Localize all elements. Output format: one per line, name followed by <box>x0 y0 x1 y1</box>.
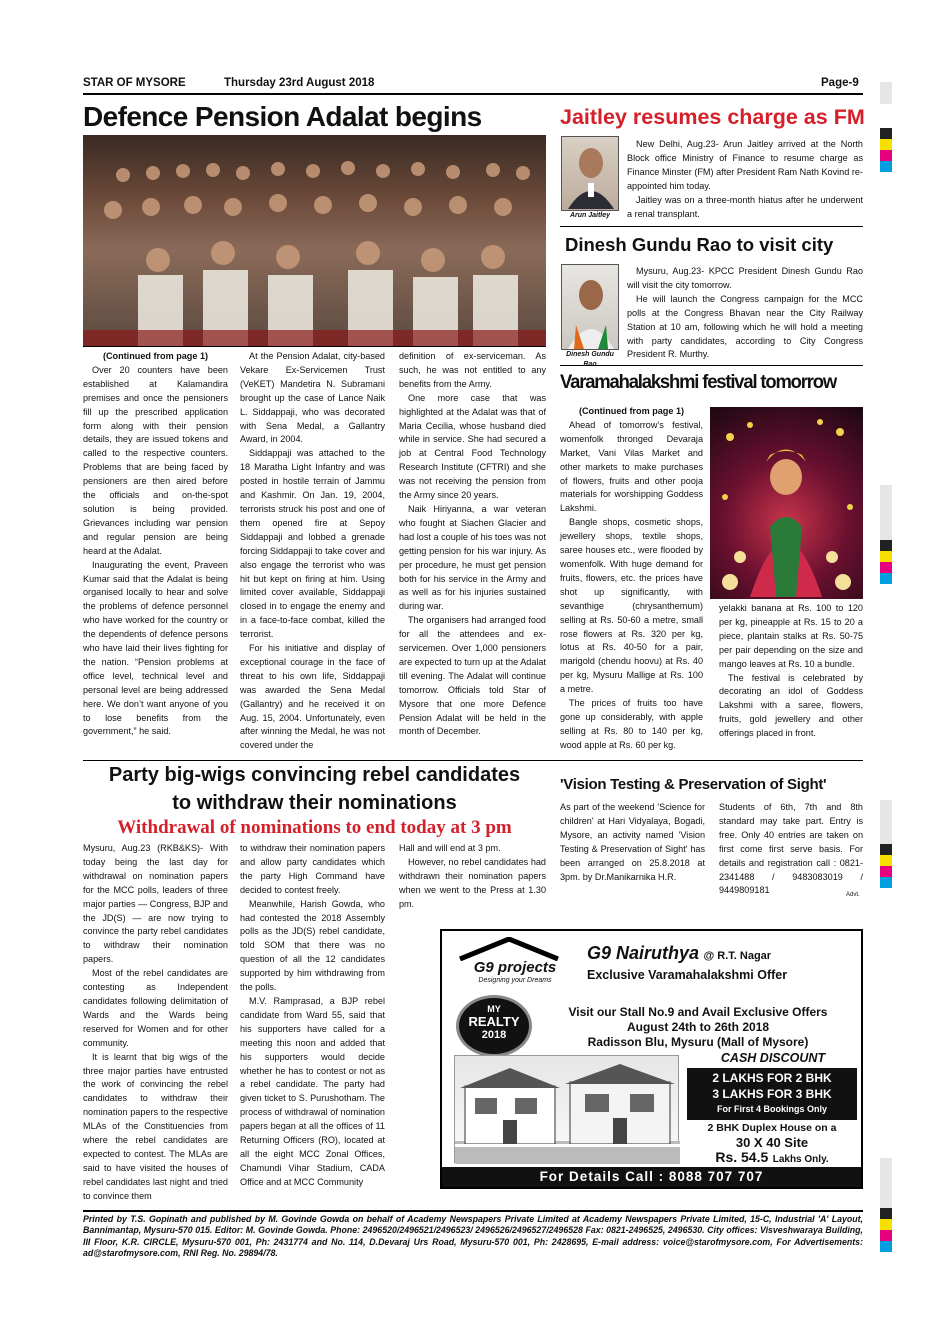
vision-column-2: Students of 6th, 7th and 8th standard may take part. Entry is free. Only 40 entries are taken on first come first serve basis. For details and registration call : 0821-2341488 / 9483083019 / 9449809181 <box>719 802 863 896</box>
g9-advertisement <box>440 929 863 1189</box>
duplex-price-box <box>687 1122 857 1164</box>
g9-dates-text: August 24th to 26th 2018 <box>626 1020 770 1034</box>
defence-column-2 <box>240 350 385 753</box>
my-realty-badge <box>456 995 532 1057</box>
varamahalakshmi-paragraph: Ahead of tomorrow’s festival, womenfolk thronged Devaraja Market, Vani Vilas Market and other markets to make purchases of flowers, fruits and other pooja materials for worshipping Goddess Lakshmi. <box>560 419 703 514</box>
portrait-illustration <box>562 265 619 349</box>
jaitley-headline: Jaitley resumes charge as FM <box>560 105 865 129</box>
varamahalakshmi-headline: Varamahalakshmi festival tomorrow <box>560 372 837 393</box>
defence-headline: Defence Pension Adalat begins <box>83 101 482 132</box>
g9-stall-text: Visit our Stall No.9 and Avail Exclusive Offers <box>568 1005 828 1019</box>
lakshmi-idol-photo <box>710 407 863 599</box>
masthead-page-number: Page-9 <box>821 77 859 89</box>
defence-paragraph: Siddappaji was attached to the 18 Maratha Light Infantry and was posted in hostile terrain of Jammu and Kashmir. On Jan. 19, 2004, terrorists struck his post and one of them opened fire at Sepoy Siddappaji and lobbed a grenade forcing Siddappaji to take cover and also engage the terrorist who was hit but kept on firing at him. Using limited cover available, Siddappaji closed in to engage the enemy and in a face-to-face combat, killed the terrorist. <box>240 448 385 640</box>
jaitley-body <box>627 138 863 221</box>
varamahalakshmi-column-1 <box>560 405 703 753</box>
party-paragraph: It is learnt that big wigs of the three major parties have entrusted the work of convincing the rebel candidates to withdraw their nomination papers to the respective MLAs of the Constituencies from where the rebel candidates are expected to contest. The MLAs are said to have visited the houses of rebel candidates last night and tried to convince them <box>83 1051 228 1201</box>
varamahalakshmi-paragraph: The prices of fruits too have gone up considerably, with apple selling at Rs. 80 to 140 per kg, wood apple at Rs. 60 per kg. <box>560 698 703 750</box>
vision-advt-label: Advt. <box>846 892 860 898</box>
party-paragraph: Mysuru, Aug.23 (RKB&KS)- With today being the last day for withdrawal on nomination papers for the MCC polls, leaders of three major parties — Congress, BJP and the JD(S) — are now trying to convince the party rebel candidates to withdraw their nomination papers. <box>83 843 228 965</box>
dinesh-photo-caption: Dinesh Gundu <box>561 349 619 370</box>
cash-discount-label: CASH DISCOUNT <box>720 1051 826 1065</box>
party-paragraph: M.V. Ramprasad, a BJP rebel candidate from Ward 55, said that his supporters have called for a meeting this noon and added that his supporters would decide whether he has to contest or not as a rebel candidate. The party had given ticket to S. Purushotham. The process of withdrawal of nomination papers began at all the offices of 11 Returning Officers (RO), located at all the eight MCC Zonal Offices, Chamundi Vihar Stadium, CADA Office and at MCC Community <box>240 995 385 1187</box>
defence-paragraph: Over 20 counters have been established at Kalamandira premises and once the pensioners fill up the prescribed application form along with their pension details, they are issued tokens and called to the respective counters. Problems that are being faced by pensioners are then aired before the officials and on-the-spot solution is being provided. Grievances including war pension and regular pension are being heard at the Adalat. <box>83 364 228 556</box>
defence-photo-rule <box>83 346 546 347</box>
dinesh-body <box>627 265 863 362</box>
varamahalakshmi-paragraph: yelakki banana at Rs. 100 to 120 per kg, pineapple at Rs. 15 to 20 a piece, plantain stalks at Rs. 50-75 per pair depending on the size and mango leaves at Rs. 10 a bundle. <box>719 603 863 669</box>
jaitley-photo-caption: Arun Jaitley <box>561 210 619 221</box>
g9-roof-logo-icon <box>454 937 564 961</box>
dinesh-paragraph: Mysuru, Aug.23- KPCC President Dinesh Gundu Rao will visit the city tomorrow. <box>627 266 863 290</box>
price-line <box>687 1150 857 1167</box>
badge-year-text: 2018 <box>481 1029 507 1041</box>
g9-offer-title: Exclusive Varamahalakshmi Offer <box>587 968 788 982</box>
party-column-1 <box>83 842 228 1204</box>
varamahalakshmi-column-2 <box>719 602 863 741</box>
discount-3bhk: 3 LAKHS FOR 3 BHK <box>712 1087 832 1101</box>
masthead-date: Thursday 23rd August 2018 <box>224 77 375 89</box>
print-register-bar-2 <box>880 485 892 584</box>
badge-mid-text: REALTY <box>468 1014 520 1029</box>
defence-paragraph: The organisers had arranged food for all the attendees and ex-servicemen. Over 1,000 pensioners are expected to turn up at the Adalat till evening. The Adalat will continue tomorrow. Officials told Star of Mysore that one more Defence Pension Adalat will be held in the month of December. <box>399 615 546 737</box>
house-drawing <box>455 1056 680 1164</box>
dinesh-paragraph: He will launch the Congress campaign for the MCC polls at the Congress Bhavan near the City Railway Station at 10 am, following which he will hold a meeting with party candidates, according to City Congress President R. Murthy. <box>627 293 863 360</box>
masthead-rule <box>83 93 863 95</box>
vision-headline: 'Vision Testing & Preservation of Sight' <box>560 776 827 793</box>
print-register-bar-4 <box>880 1158 892 1252</box>
defence-paragraph: At the Pension Adalat, city-based Vekare Ex-Servicemen Trust (VeKET) Mandetira N. Subramani brought up the case of Lance Naik L. Siddappaji, who was decorated with Sena Medal, a Gallantry Award, in 2004. <box>240 351 385 445</box>
duplex-text: 2 BHK Duplex House on a <box>707 1122 837 1134</box>
print-register-bar-1 <box>880 82 892 172</box>
g9-project-name: G9 Nairuthya <box>587 943 700 963</box>
g9-project-location: @ R.T. Nagar <box>703 950 772 962</box>
party-column-3 <box>399 842 546 912</box>
arun-jaitley-photo <box>561 136 619 220</box>
g9-brand-tagline: Designing your Dreams <box>478 977 552 984</box>
party-headline-line-2: to withdraw their nominations <box>172 792 457 814</box>
party-paragraph: Most of the rebel candidates are contesting as Independent candidates following delimitation of Wards and the Wards being reserved for Women and for other community. <box>83 968 228 1048</box>
party-paragraph: to withdraw their nomination papers and allow party candidates which the party High Command have decided to contest freely. <box>240 843 385 895</box>
jaitley-paragraph: Jaitley was on a three-month hiatus after he underwent a renal transplant. <box>627 194 863 219</box>
price-unit: Lakhs Only. <box>772 1154 829 1165</box>
jaitley-rule <box>560 226 863 227</box>
party-paragraph: However, no rebel candidates had withdrawn their nomination papers when we went to the Press at 1.30 pm. <box>399 856 546 909</box>
varamahalakshmi-paragraph: Bangle shops, cosmetic shops, jewellery shops, textile shops, saree houses etc., were flooded by womenfolk. With huge demand for fruits, flowers, etc. the prices have shot up significantly, with sevanthige (chrysanthemum) selling at Rs. 50-60 a metre, small rose flowers at Rs. 320 per kg, lotus at Rs. 40-50 for a pair, marigold (chendu hoovu) at Rs. 40 per kg, Mysuru Mallige at Rs. 100 a metre. <box>560 517 703 695</box>
defence-paragraph: One more case that was highlighted at the Adalat was that of Maria Cecilia, whose husband died while in service. She had secured a job at Central Food Technology Research Institute (CFTRI) and she was not receiving the pension from the Army since 20 years. <box>399 392 546 501</box>
party-paragraph: Meanwhile, Harish Gowda, who had contested the 2018 Assembly polls as the JD(S) rebel candidate, told SOM that there was no question of all the 12 candidates supported by him withdrawing from the polls. <box>240 898 385 993</box>
site-size-text: 30 X 40 Site <box>735 1135 809 1150</box>
discount-box <box>687 1068 857 1120</box>
party-paragraph: Hall and will end at 3 pm. <box>399 843 501 853</box>
audience-illustration <box>83 135 546 346</box>
imprint-footer: Printed by T.S. Gopinath and published by M. Govinde Gowda on behalf of Academy Newspapers Private Limited at Academy Newspapers Private Limited, 15-C, Industrial 'A' Layout, Bannimantap, Mysuru-570 015. Editor: M. Govinde Gowda. Phone: 2496520/2496521/2496523/ 2496526/2496527/2496528 Fax: 0821-2496525, 2496530. City offices: Visveshwaraya Building, III Floor, K.R. CIRCLE, Mysuru-570 001, Ph: 2431774 and No. 114, D.Devaraj Urs Road, Mysuru-570 001, Ph: 2428695, E-mail address: voice@starofmysore.com, For Advertisements: ad@starofmysore.com, RNI Reg. No. 29894/78. <box>83 1214 863 1258</box>
g9-contact-bar: For Details Call : 8088 707 707 <box>442 1167 861 1187</box>
price-amount: Rs. 54.5 <box>715 1149 769 1165</box>
defence-paragraph: Inaugurating the event, Praveen Kumar said that the Adalat is being organised locally to hear and solve the problems of defence personnel who have worked for the country or the dependents of defence persons who have laid their lives fighting for the nation. “Pension problems at office level, technical level and personal level are being addressed here. We don’t want anyone of you to lose benefits from the government,” he said. <box>83 559 228 737</box>
defence-paragraph: Naik Hiriyanna, a war veteran who fought at Siachen Glacier and had lost a couple of his toes was not getting pension for his war injury. As per procedure, he must get pension both for his service in the Army and as well as for his injuries sustained during war. <box>399 503 546 612</box>
vision-column-1: As part of the weekend 'Science for children' at Hari Vidyalaya, Bogadi, Mysore, an activity named 'Vision Testing & Preservation of Sight' has been arranged on 25.8.2018 at 3pm. by Dr.Manikarnika H.R. <box>560 802 705 882</box>
badge-top-text: MY <box>487 1004 501 1014</box>
defence-paragraph: definition of ex-serviceman. As such, he was not entitled to any benefits from the Army. <box>399 351 546 389</box>
footer-rule <box>83 1210 863 1212</box>
varamahalakshmi-continued-note: (Continued from page 1) <box>578 406 685 416</box>
portrait-illustration <box>562 137 619 209</box>
g9-venue-text: Radisson Blu, Mysuru (Mall of Mysore) <box>587 1035 809 1049</box>
party-headline-line-1: Party big-wigs convincing rebel candidates <box>108 764 521 786</box>
print-register-bar-3 <box>880 800 892 888</box>
idol-illustration <box>710 407 863 599</box>
defence-column-1 <box>83 350 228 739</box>
discount-2bhk: 2 LAKHS FOR 2 BHK <box>712 1071 832 1085</box>
dinesh-gundu-rao-photo <box>561 264 619 359</box>
varamahalakshmi-paragraph: The festival is celebrated by decorating an idol of Goddess Lakshmi with a saree, flowers, fruits, gold jewellery and other offerings placed in front. <box>719 672 863 739</box>
g9-project-title <box>587 943 771 964</box>
masthead-paper-name: STAR OF MYSORE <box>83 77 186 89</box>
duplex-house-illustration <box>454 1055 679 1163</box>
dinesh-rule <box>560 365 863 366</box>
jaitley-paragraph: New Delhi, Aug.23- Arun Jaitley arrived at the North Block office Ministry of Finance to resume charge as Finance Minster (FM) after President Ram Nath Kovind re-appointed him today. <box>627 139 863 191</box>
discount-first-4: For First 4 Bookings Only <box>716 1104 827 1114</box>
party-subheadline: Withdrawal of nominations to end today at 3 pm <box>117 817 512 838</box>
g9-brand-name: G9 projects <box>473 959 557 976</box>
defence-column-3 <box>399 350 546 739</box>
pension-adalat-audience-photo <box>83 135 546 346</box>
party-column-2 <box>240 842 385 1190</box>
dinesh-headline: Dinesh Gundu Rao to visit city <box>565 234 834 255</box>
defence-paragraph: For his initiative and display of exceptional courage in the face of threat to his own life, Siddappaji was awarded the Sena Medal (Gallantry) and he received it on Aug. 15, 2004. Unfortunately, even after winning the Medal, he was not covered under the <box>240 643 385 751</box>
defence-continued-note: (Continued from page 1) <box>102 351 209 361</box>
section-rule <box>83 760 863 761</box>
